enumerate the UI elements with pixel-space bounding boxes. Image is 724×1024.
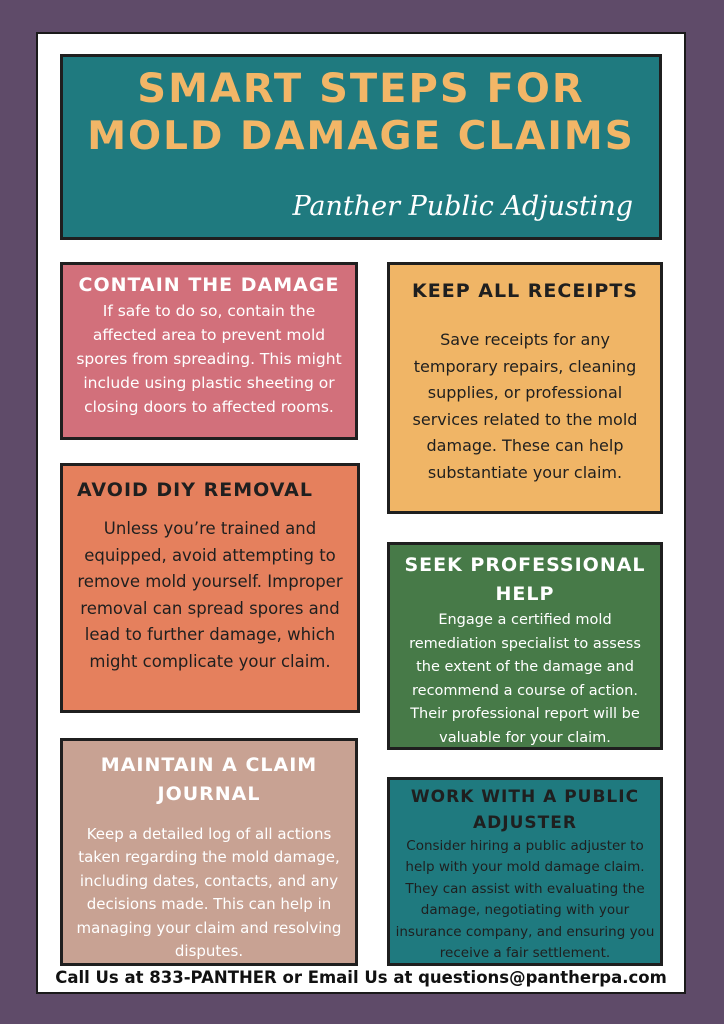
card-title: WORK WITH A PUBLIC ADJUSTER (410, 787, 640, 833)
subtitle: Panther Public Adjusting (292, 191, 633, 222)
card-body: Keep a detailed log of all actions taken regarding the mold damage, including dates, contacts, and any decisions made. This can help in managing your claim and resolving disputes. (76, 825, 342, 961)
title-line-1: SMART STEPS FOR (137, 66, 585, 112)
card-body: Save receipts for any temporary repairs, cleaning supplies, or professional services related to the mold damage. These can help substantiate your claim. (412, 330, 638, 482)
card-avoid-diy (60, 463, 360, 713)
contact-footer: Call Us at 833-PANTHER or Email Us at questions@pantherpa.com (55, 968, 667, 987)
card-title: AVOID DIY REMOVAL (77, 479, 313, 501)
card-body: Unless you’re trained and equipped, avoid attempting to remove mold yourself. Improper removal can spread spores and lead to further damage, which might complicate your claim. (77, 519, 343, 671)
card-claim-journal (60, 738, 358, 966)
card-title: SEEK PROFESSIONAL HELP (404, 554, 646, 605)
card-keep-receipts (387, 262, 663, 514)
title-line-2: MOLD DAMAGE CLAIMS (87, 114, 635, 159)
card-title: CONTAIN THE DAMAGE (78, 274, 340, 296)
card-body: Consider hiring a public adjuster to help with your mold damage claim. They can assist with evaluating the damage, negotiating with your insurance company, and ensuring you receive a fair settlement. (395, 838, 655, 962)
card-title: KEEP ALL RECEIPTS (412, 280, 638, 302)
card-contain-damage (60, 262, 358, 440)
card-public-adjuster (387, 777, 663, 966)
card-body: If safe to do so, contain the affected area to prevent mold spores from spreading. This might include using plastic sheeting or closing doors to affected rooms. (76, 302, 342, 416)
header-banner (60, 54, 662, 240)
card-seek-professional (387, 542, 663, 750)
card-body: Engage a certified mold remediation specialist to assess the extent of the damage and recommend a course of action. Their professional report will be valuable for your claim. (409, 612, 641, 746)
card-title: MAINTAIN A CLAIM JOURNAL (100, 754, 318, 805)
